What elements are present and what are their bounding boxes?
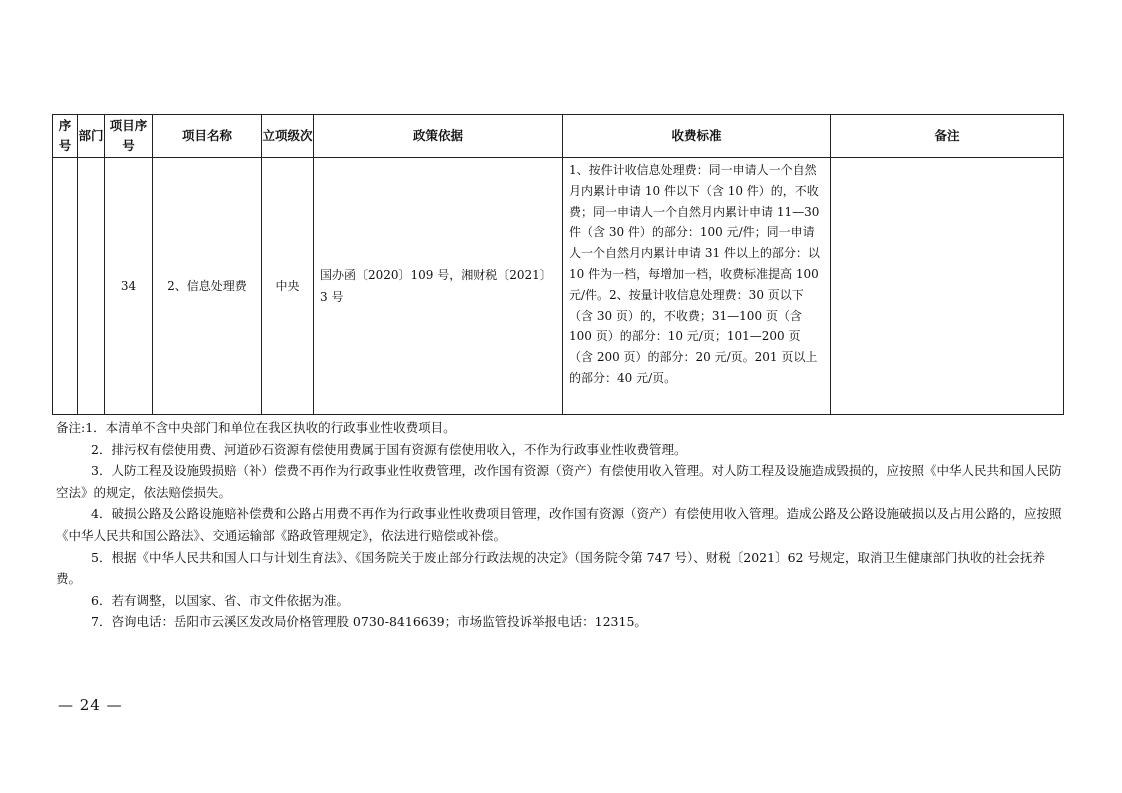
note-3: 3．人防工程及设施毁损赔（补）偿费不再作为行政事业性收费管理，改作国有资源（资产）有偿使用收入管理。对人防工程及设施造成毁损的，应按照《中华人民共和国人民防空法》的规定，依法赔偿损失。 [56,463,1062,500]
header-item-name: 项目名称 [153,115,262,158]
note-4: 4．破损公路及公路设施赔补偿费和公路占用费不再作为行政事业性收费项目管理，改作国有资源（资产）有偿使用收入管理。造成公路及公路设施破损以及占用公路的，应按照《中华人民共和国公路法》、交通运输部《路政管理规定》，依法进行赔偿或补偿。 [56,506,1062,543]
note-2: 2．排污权有偿使用费、河道砂石资源有偿使用费属于国有资源有偿使用收入，不作为行政事业性收费管理。 [91,441,687,457]
fee-table [52,114,1064,415]
note-5: 5．根据《中华人民共和国人口与计划生育法》、《国务院关于废止部分行政法规的决定》（国务院令第 747 号）、财税〔2021〕62 号规定，取消卫生健康部门执收的社会抚养费。 [56,549,1045,587]
header-item-no: 项目序号 [105,115,153,158]
page-number: — 24 — [58,696,123,714]
cell-dept [78,158,105,415]
note-1: 备注:1．本清单不含中央部门和单位在我区执收的行政事业性收费项目。 [56,420,456,435]
cell-item-no: 34 [105,158,153,415]
cell-item-name: 2、信息处理费 [153,158,262,415]
header-dept: 部门 [78,115,105,158]
table-row [53,158,1064,415]
note-7: 7．咨询电话：岳阳市云溪区发改局价格管理股 0730-8416639；市场监管投诉举报电话：12315。 [91,614,647,630]
cell-remark [831,158,1064,415]
notes-section [56,417,1066,633]
note-6: 6．若有调整，以国家、省、市文件依据为准。 [91,592,349,608]
header-policy: 政策依据 [314,115,563,158]
header-fee-standard: 收费标准 [563,115,831,158]
header-seq: 序号 [53,115,78,158]
header-level: 立项级次 [262,115,314,158]
cell-fee-standard: 1、按件计收信息处理费：同一申请人一个自然月内累计申请 10 件以下（含 10 件）的，不收费；同一申请人一个自然月内累计申请 11—30 件（含 30 件）的部分：100 元/件；同一申请人一个自然月内累计申请 31 件以上的部分：以 10 件为一档，每增加一档，收费标准提高 100 元/件。2、按量计收信息处理费：30 页以下（含 30 页）的，不收费；31—100 页（含 100 页）的部分：10 元/页；101—200 页（含 200 页）的部分：20 元/页。201 页以上的部分：40 元/页。 [563,158,831,415]
table-header-row [53,115,1064,158]
cell-seq [53,158,78,415]
cell-policy: 国办函〔2020〕109 号，湘财税〔2021〕3 号 [314,158,563,415]
cell-level: 中央 [262,158,314,415]
header-remark: 备注 [831,115,1064,158]
